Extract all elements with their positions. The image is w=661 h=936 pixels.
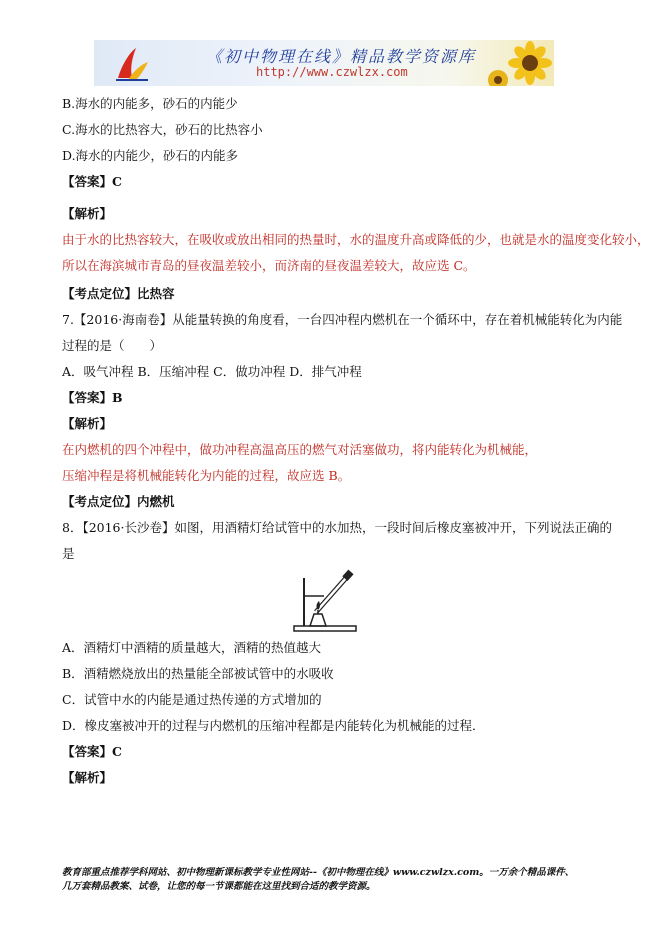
q8-analysis-label: 【解析】 (62, 770, 113, 785)
q7-stem-line-2: 过程的是（ ） (62, 338, 163, 353)
q6-answer: 【答案】C (62, 174, 122, 189)
q6-analysis-line-2: 所以在海滨城市青岛的昼夜温差较小，而济南的昼夜温差较大，故应选 C。 (62, 258, 476, 273)
banner-title: 《初中物理在线》精品教学资源库 (206, 47, 477, 66)
q7-stem-line-1: 7.【2016·海南卷】从能量转换的角度看，一台四冲程内燃机在一个循环中，存在着机械能转化为内能 (62, 312, 623, 327)
q8-stem-line-1: 8．【2016·长沙卷】如图，用酒精灯给试管中的水加热，一段时间后橡皮塞被冲开，下列说法正确的 (62, 520, 612, 535)
q7-analysis-label: 【解析】 (62, 416, 113, 431)
sunflower-icon (486, 40, 554, 86)
q6-option-b: B.海水的内能多，砂石的内能少 (62, 96, 238, 111)
q6-topic: 【考点定位】比热容 (62, 286, 175, 301)
q6-analysis-line-1: 由于水的比热容较大，在吸收或放出相同的热量时，水的温度升高或降低的少，也就是水的温度变化较小， (62, 232, 650, 247)
q8-option-d: D．橡皮塞被冲开的过程与内燃机的压缩冲程都是内能转化为机械能的过程． (62, 718, 485, 733)
header-banner (94, 40, 554, 86)
q7-analysis-line-1: 在内燃机的四个冲程中，做功冲程高温高压的燃气对活塞做功，将内能转化为机械能， (62, 442, 538, 457)
q8-option-a: A．酒精灯中酒精的质量越大，酒精的热值越大 (62, 640, 322, 655)
q8-option-c: C．试管中水的内能是通过热传递的方式增加的 (62, 692, 322, 707)
q8-answer: 【答案】C (62, 744, 122, 759)
q8-stem-line-2: 是 (62, 546, 75, 561)
q7-options: A．吸气冲程 B．压缩冲程 C．做功冲程 D．排气冲程 (62, 364, 362, 379)
footer-line-1: 教育部重点推荐学科网站、初中物理新课标教学专业性网站--《初中物理在线》www.czwlzx.com。一万余个精品课件、 (62, 867, 575, 878)
footer-line-2: 几万套精品教案、试卷，让您的每一节课都能在这里找到合适的教学资源。 (62, 881, 376, 892)
alcohol-lamp-test-tube-figure (290, 568, 360, 634)
q8-option-b: B．酒精燃烧放出的热量能全部被试管中的水吸收 (62, 666, 334, 681)
q6-option-c: C.海水的比热容大，砂石的比热容小 (62, 122, 263, 137)
q6-analysis-label: 【解析】 (62, 206, 113, 221)
q7-answer: 【答案】B (62, 390, 123, 405)
q7-topic: 【考点定位】内燃机 (62, 494, 175, 509)
q6-option-d: D.海水的内能少，砂石的内能多 (62, 148, 239, 163)
site-logo-icon (112, 44, 152, 84)
q7-analysis-line-2: 压缩冲程是将机械能转化为内能的过程，故应选 B。 (62, 468, 351, 483)
banner-url[interactable]: http://www.czwlzx.com (256, 65, 408, 79)
